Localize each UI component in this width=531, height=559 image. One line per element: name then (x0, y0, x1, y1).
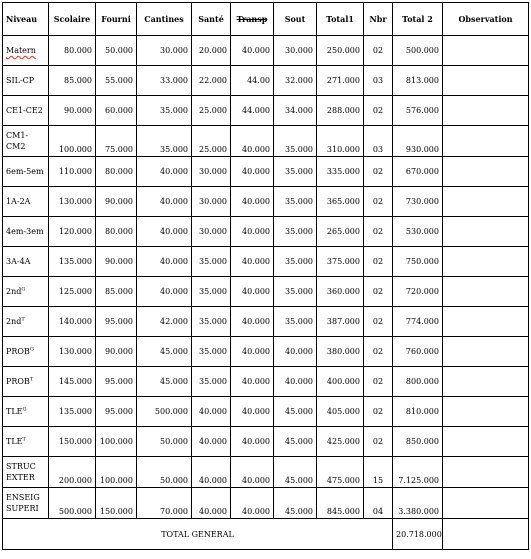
cell-fourni: 95.000 (96, 397, 137, 427)
cell-nbr: 02 (364, 397, 393, 427)
cell-total1: 250.000 (317, 36, 364, 66)
cell-fourni: 95.000 (96, 307, 137, 337)
cell-total2: 7.125.000 (393, 457, 443, 488)
cell-sante: 30.000 (192, 217, 231, 247)
cell-observation (443, 187, 529, 217)
cell-transp: 40.000 (231, 157, 274, 187)
cell-transp: 40.000 (231, 36, 274, 66)
cell-cantines: 40.000 (137, 277, 192, 307)
header-fourni: Fourni (96, 3, 137, 36)
cell-fourni: 55.000 (96, 66, 137, 96)
table-row (3, 367, 529, 397)
cell-nbr: 02 (364, 427, 393, 457)
cell-fourni: 95.000 (96, 367, 137, 397)
cell-niveau (3, 457, 49, 488)
cell-observation (443, 36, 529, 66)
cell-niveau (3, 488, 49, 519)
cell-total1: 271.000 (317, 66, 364, 96)
cell-fourni: 80.000 (96, 157, 137, 187)
niveau-superscript: G (22, 406, 27, 413)
header-nbr: Nbr (364, 3, 393, 36)
cell-total2: 750.000 (393, 247, 443, 277)
cell-fourni: 50.000 (96, 36, 137, 66)
cell-total2: 813.000 (393, 66, 443, 96)
cell-total1: 845.000 (317, 488, 364, 519)
niveau-text: PROB (6, 377, 30, 386)
cell-transp: 40.000 (231, 457, 274, 488)
cell-total2: 3.380.000 (393, 488, 443, 519)
cell-sante: 25.000 (192, 126, 231, 157)
cell-sante: 40.000 (192, 397, 231, 427)
cell-scolaire: 100.000 (49, 126, 96, 157)
cell-transp: 40.000 (231, 247, 274, 277)
cell-sante: 40.000 (192, 488, 231, 519)
table-row (3, 36, 529, 66)
cell-transp: 40.000 (231, 397, 274, 427)
cell-total1: 288.000 (317, 96, 364, 126)
cell-niveau (3, 187, 49, 217)
cell-total2: 720.000 (393, 277, 443, 307)
cell-fourni: 90.000 (96, 247, 137, 277)
cell-total2: 500.000 (393, 36, 443, 66)
cell-niveau (3, 277, 49, 307)
cell-niveau (3, 96, 49, 126)
cell-sante: 30.000 (192, 187, 231, 217)
cell-fourni: 90.000 (96, 187, 137, 217)
cell-transp: 40.000 (231, 126, 274, 157)
cell-observation (443, 217, 529, 247)
cell-scolaire: 130.000 (49, 187, 96, 217)
cell-cantines: 40.000 (137, 187, 192, 217)
cell-niveau (3, 397, 49, 427)
cell-scolaire: 500.000 (49, 488, 96, 519)
cell-fourni: 90.000 (96, 337, 137, 367)
cell-observation (443, 157, 529, 187)
total-observation (443, 519, 529, 550)
cell-sante: 25.000 (192, 96, 231, 126)
niveau-superscript: T (29, 376, 34, 383)
cell-total1: 475.000 (317, 457, 364, 488)
cell-fourni: 85.000 (96, 277, 137, 307)
cell-niveau (3, 66, 49, 96)
cell-transp: 40.000 (231, 367, 274, 397)
cell-sout: 34.000 (274, 96, 317, 126)
cell-sout: 35.000 (274, 187, 317, 217)
cell-sante: 40.000 (192, 457, 231, 488)
niveau-text: Matern (6, 46, 36, 55)
cell-cantines: 50.000 (137, 427, 192, 457)
niveau-superscript: G (21, 286, 26, 293)
niveau-text: ENSEIG SUPERI (6, 493, 40, 513)
cell-niveau (3, 337, 49, 367)
cell-transp: 40.000 (231, 307, 274, 337)
cell-transp: 40.000 (231, 337, 274, 367)
niveau-text: PROB (6, 347, 30, 356)
cell-observation (443, 66, 529, 96)
cell-total1: 400.000 (317, 367, 364, 397)
cell-cantines: 45.000 (137, 367, 192, 397)
cell-observation (443, 397, 529, 427)
total-row (3, 519, 529, 550)
cell-observation (443, 307, 529, 337)
niveau-text: 1A-2A (6, 197, 31, 206)
cell-scolaire: 125.000 (49, 277, 96, 307)
cell-observation (443, 488, 529, 519)
niveau-text: CE1-CE2 (6, 106, 43, 115)
table-row (3, 126, 529, 157)
cell-sante: 35.000 (192, 247, 231, 277)
cell-transp: 40.000 (231, 277, 274, 307)
table-row (3, 277, 529, 307)
header-sante: Santé (192, 3, 231, 36)
cell-observation (443, 457, 529, 488)
cell-total2: 810.000 (393, 397, 443, 427)
budget-table (2, 2, 529, 550)
cell-transp: 40.000 (231, 187, 274, 217)
cell-total2: 800.000 (393, 367, 443, 397)
table-row (3, 427, 529, 457)
cell-sout: 32.000 (274, 66, 317, 96)
cell-total1: 380.000 (317, 337, 364, 367)
cell-cantines: 50.000 (137, 457, 192, 488)
cell-nbr: 02 (364, 337, 393, 367)
cell-total1: 310.000 (317, 126, 364, 157)
cell-niveau (3, 157, 49, 187)
cell-sante: 35.000 (192, 367, 231, 397)
cell-total1: 335.000 (317, 157, 364, 187)
niveau-text: 6em-5em (6, 167, 44, 176)
header-sout: Sout (274, 3, 317, 36)
cell-scolaire: 110.000 (49, 157, 96, 187)
table-row (3, 187, 529, 217)
cell-scolaire: 90.000 (49, 96, 96, 126)
cell-nbr: 02 (364, 36, 393, 66)
cell-total2: 576.000 (393, 96, 443, 126)
niveau-text: TLE (6, 437, 23, 446)
cell-transp: 44.00 (231, 66, 274, 96)
table-row (3, 157, 529, 187)
table-row (3, 337, 529, 367)
table-row (3, 457, 529, 488)
total-label: TOTAL GENERAL (3, 519, 393, 550)
cell-sout: 45.000 (274, 488, 317, 519)
niveau-superscript: T (21, 316, 25, 323)
cell-scolaire: 85.000 (49, 66, 96, 96)
cell-cantines: 45.000 (137, 337, 192, 367)
cell-total1: 360.000 (317, 277, 364, 307)
cell-niveau (3, 36, 49, 66)
cell-sout: 45.000 (274, 397, 317, 427)
cell-sante: 22.000 (192, 66, 231, 96)
cell-observation (443, 96, 529, 126)
cell-observation (443, 427, 529, 457)
table-row (3, 397, 529, 427)
cell-fourni: 100.000 (96, 457, 137, 488)
cell-total1: 425.000 (317, 427, 364, 457)
table-row (3, 488, 529, 519)
cell-sout: 30.000 (274, 36, 317, 66)
header-row (3, 3, 529, 36)
cell-scolaire: 120.000 (49, 217, 96, 247)
cell-fourni: 80.000 (96, 217, 137, 247)
niveau-text: 2nd (6, 317, 22, 326)
cell-nbr: 02 (364, 187, 393, 217)
cell-transp: 40.000 (231, 217, 274, 247)
cell-nbr: 02 (364, 217, 393, 247)
cell-sante: 30.000 (192, 157, 231, 187)
cell-total2: 760.000 (393, 337, 443, 367)
cell-observation (443, 337, 529, 367)
header-transp-text: Transp (236, 13, 268, 24)
cell-nbr: 02 (364, 157, 393, 187)
cell-niveau (3, 126, 49, 157)
cell-niveau (3, 217, 49, 247)
cell-niveau (3, 367, 49, 397)
niveau-superscript: T (22, 436, 26, 443)
cell-nbr: 03 (364, 66, 393, 96)
cell-cantines: 40.000 (137, 157, 192, 187)
header-niveau: Niveau (3, 3, 49, 36)
cell-total2: 730.000 (393, 187, 443, 217)
niveau-text: SIL-CP (6, 76, 35, 85)
cell-nbr: 02 (364, 247, 393, 277)
table-row (3, 247, 529, 277)
cell-sout: 35.000 (274, 126, 317, 157)
cell-scolaire: 200.000 (49, 457, 96, 488)
table-row (3, 96, 529, 126)
niveau-text: CM1-CM2 (6, 131, 29, 151)
cell-total1: 405.000 (317, 397, 364, 427)
niveau-text: 2nd (6, 287, 22, 296)
cell-transp: 40.000 (231, 427, 274, 457)
header-transp (231, 3, 274, 36)
cell-nbr: 02 (364, 96, 393, 126)
cell-sout: 45.000 (274, 457, 317, 488)
cell-scolaire: 135.000 (49, 397, 96, 427)
cell-sante: 35.000 (192, 277, 231, 307)
cell-nbr: 02 (364, 367, 393, 397)
header-scolaire: Scolaire (49, 3, 96, 36)
table-row (3, 307, 529, 337)
cell-cantines: 30.000 (137, 36, 192, 66)
cell-sout: 35.000 (274, 247, 317, 277)
cell-niveau (3, 247, 49, 277)
cell-observation (443, 367, 529, 397)
cell-cantines: 35.000 (137, 126, 192, 157)
table-row (3, 217, 529, 247)
cell-sout: 35.000 (274, 277, 317, 307)
cell-cantines: 40.000 (137, 247, 192, 277)
cell-total2: 930.000 (393, 126, 443, 157)
header-cantines: Cantines (137, 3, 192, 36)
cell-niveau (3, 427, 49, 457)
cell-total1: 265.000 (317, 217, 364, 247)
cell-total2: 774.000 (393, 307, 443, 337)
cell-transp: 40.000 (231, 488, 274, 519)
cell-cantines: 33.000 (137, 66, 192, 96)
cell-fourni: 100.000 (96, 427, 137, 457)
cell-scolaire: 145.000 (49, 367, 96, 397)
cell-nbr: 15 (364, 457, 393, 488)
cell-nbr: 04 (364, 488, 393, 519)
cell-fourni: 60.000 (96, 96, 137, 126)
cell-cantines: 40.000 (137, 217, 192, 247)
cell-total2: 850.000 (393, 427, 443, 457)
cell-sante: 35.000 (192, 307, 231, 337)
cell-sout: 45.000 (274, 427, 317, 457)
cell-observation (443, 277, 529, 307)
cell-nbr: 02 (364, 277, 393, 307)
cell-sante: 35.000 (192, 337, 231, 367)
header-total1: Total1 (317, 3, 364, 36)
niveau-text: 4em-3em (6, 227, 44, 236)
cell-scolaire: 135.000 (49, 247, 96, 277)
header-observation: Observation (443, 3, 529, 36)
cell-total1: 387.000 (317, 307, 364, 337)
table-row (3, 66, 529, 96)
cell-fourni: 150.000 (96, 488, 137, 519)
cell-scolaire: 140.000 (49, 307, 96, 337)
cell-scolaire: 130.000 (49, 337, 96, 367)
cell-sout: 35.000 (274, 217, 317, 247)
niveau-text: 3A-4A (6, 257, 31, 266)
cell-sout: 40.000 (274, 367, 317, 397)
cell-cantines: 42.000 (137, 307, 192, 337)
niveau-text: TLE (6, 407, 23, 416)
cell-transp: 44.000 (231, 96, 274, 126)
cell-niveau (3, 307, 49, 337)
cell-cantines: 70.000 (137, 488, 192, 519)
cell-sante: 20.000 (192, 36, 231, 66)
cell-total2: 530.000 (393, 217, 443, 247)
cell-sout: 35.000 (274, 157, 317, 187)
cell-fourni: 75.000 (96, 126, 137, 157)
niveau-text: STRUC EXTER (6, 462, 36, 482)
cell-observation (443, 126, 529, 157)
cell-scolaire: 150.000 (49, 427, 96, 457)
cell-nbr: 02 (364, 307, 393, 337)
cell-scolaire: 80.000 (49, 36, 96, 66)
cell-cantines: 35.000 (137, 96, 192, 126)
cell-total1: 375.000 (317, 247, 364, 277)
header-total2: Total 2 (393, 3, 443, 36)
niveau-superscript: G (29, 346, 34, 353)
cell-cantines: 500.000 (137, 397, 192, 427)
cell-sout: 40.000 (274, 337, 317, 367)
cell-total2: 670.000 (393, 157, 443, 187)
cell-nbr: 03 (364, 126, 393, 157)
cell-observation (443, 247, 529, 277)
cell-total1: 365.000 (317, 187, 364, 217)
cell-sout: 35.000 (274, 307, 317, 337)
total-value: 20.718.000 (393, 519, 443, 550)
cell-sante: 40.000 (192, 427, 231, 457)
